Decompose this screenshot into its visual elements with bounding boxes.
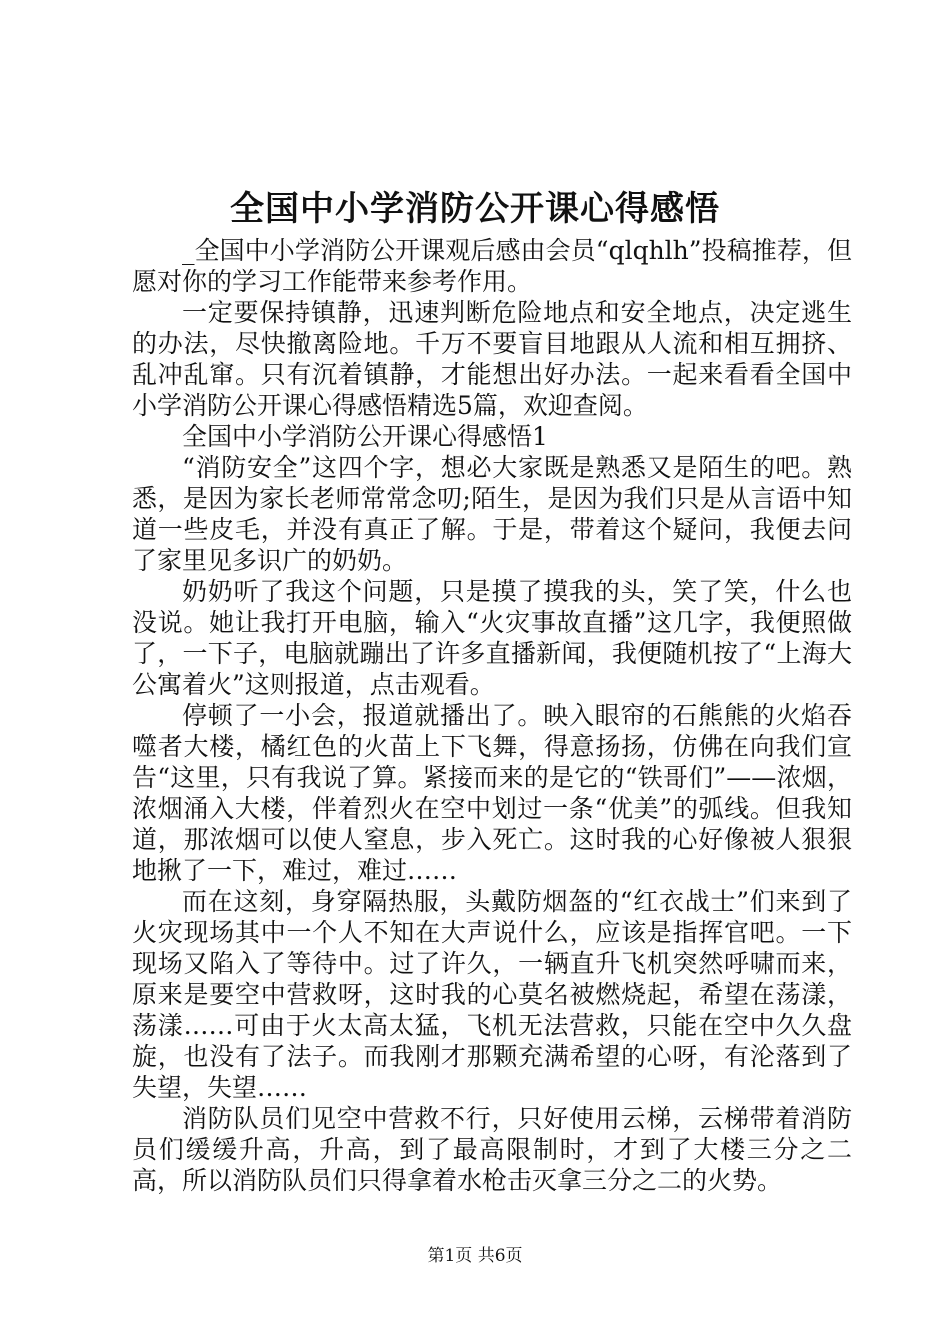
- intro-paragraph: _全国中小学消防公开课观后感由会员“qlqhlh”投稿推荐，但愿对你的学习工作能带来参考作用。: [132, 236, 852, 296]
- body-paragraph: 停顿了一小会，报道就播出了。映入眼帘的石熊熊的火焰吞噬者大楼，橘红色的火苗上下飞舞，得意扬扬，仿佛在向我们宣告“这里，只有我说了算。紧接而来的是它的“铁哥们”——浓烟，浓烟涌入大楼，伴着烈火在空中划过一条“优美”的弧线。但我知道，那浓烟可以使人窒息，步入死亡。这时我的心好像被人狠狠地揪了一下，难过，难过……: [132, 701, 852, 885]
- body-paragraph: “消防安全”这四个字，想必大家既是熟悉又是陌生的吧。熟悉，是因为家长老师常常念叨;陌生，是因为我们只是从言语中知道一些皮毛，并没有真正了解。于是，带着这个疑问，我便去问了家里见多识广的奶奶。: [132, 453, 852, 575]
- body-paragraph: 消防队员们见空中营救不行，只好使用云梯，云梯带着消防员们缓缓升高，升高，到了最高限制时，才到了大楼三分之二高，所以消防队员们只得拿着水枪击灭拿三分之二的火势。: [132, 1104, 852, 1195]
- body-paragraph: 奶奶听了我这个问题，只是摸了摸我的头，笑了笑，什么也没说。她让我打开电脑，输入“火灾事故直播”这几字，我便照做了，一下子，电脑就蹦出了许多直播新闻，我便随机按了“上海大公寓着火”这则报道，点击观看。: [132, 577, 852, 699]
- body-paragraph: 而在这刻，身穿隔热服，头戴防烟盔的“红衣战士”们来到了火灾现场其中一个人不知在大声说什么，应该是指挥官吧。一下现场又陷入了等待中。过了许久，一辆直升飞机突然呼啸而来，原来是要空中营救呀，这时我的心莫名被燃烧起，希望在荡漾，荡漾……可由于火太高太猛，飞机无法营救，只能在空中久久盘旋，也没有了法子。而我刚才那颗充满希望的心呀，有沦落到了失望，失望……: [132, 887, 852, 1102]
- section-heading: 全国中小学消防公开课心得感悟1: [182, 422, 548, 451]
- document-title: 全国中小学消防公开课心得感悟: [230, 189, 720, 229]
- document-body: [132, 235, 852, 1196]
- summary-paragraph: 一定要保持镇静，迅速判断危险地点和安全地点，决定逃生的办法，尽快撤离险地。千万不要盲目地跟从人流和相互拥挤、乱冲乱窜。只有沉着镇静，才能想出好办法。一起来看看全国中小学消防公开课心得感悟精选5篇，欢迎查阅。: [132, 298, 852, 420]
- page-number-footer: 第1页 共6页: [427, 1246, 523, 1266]
